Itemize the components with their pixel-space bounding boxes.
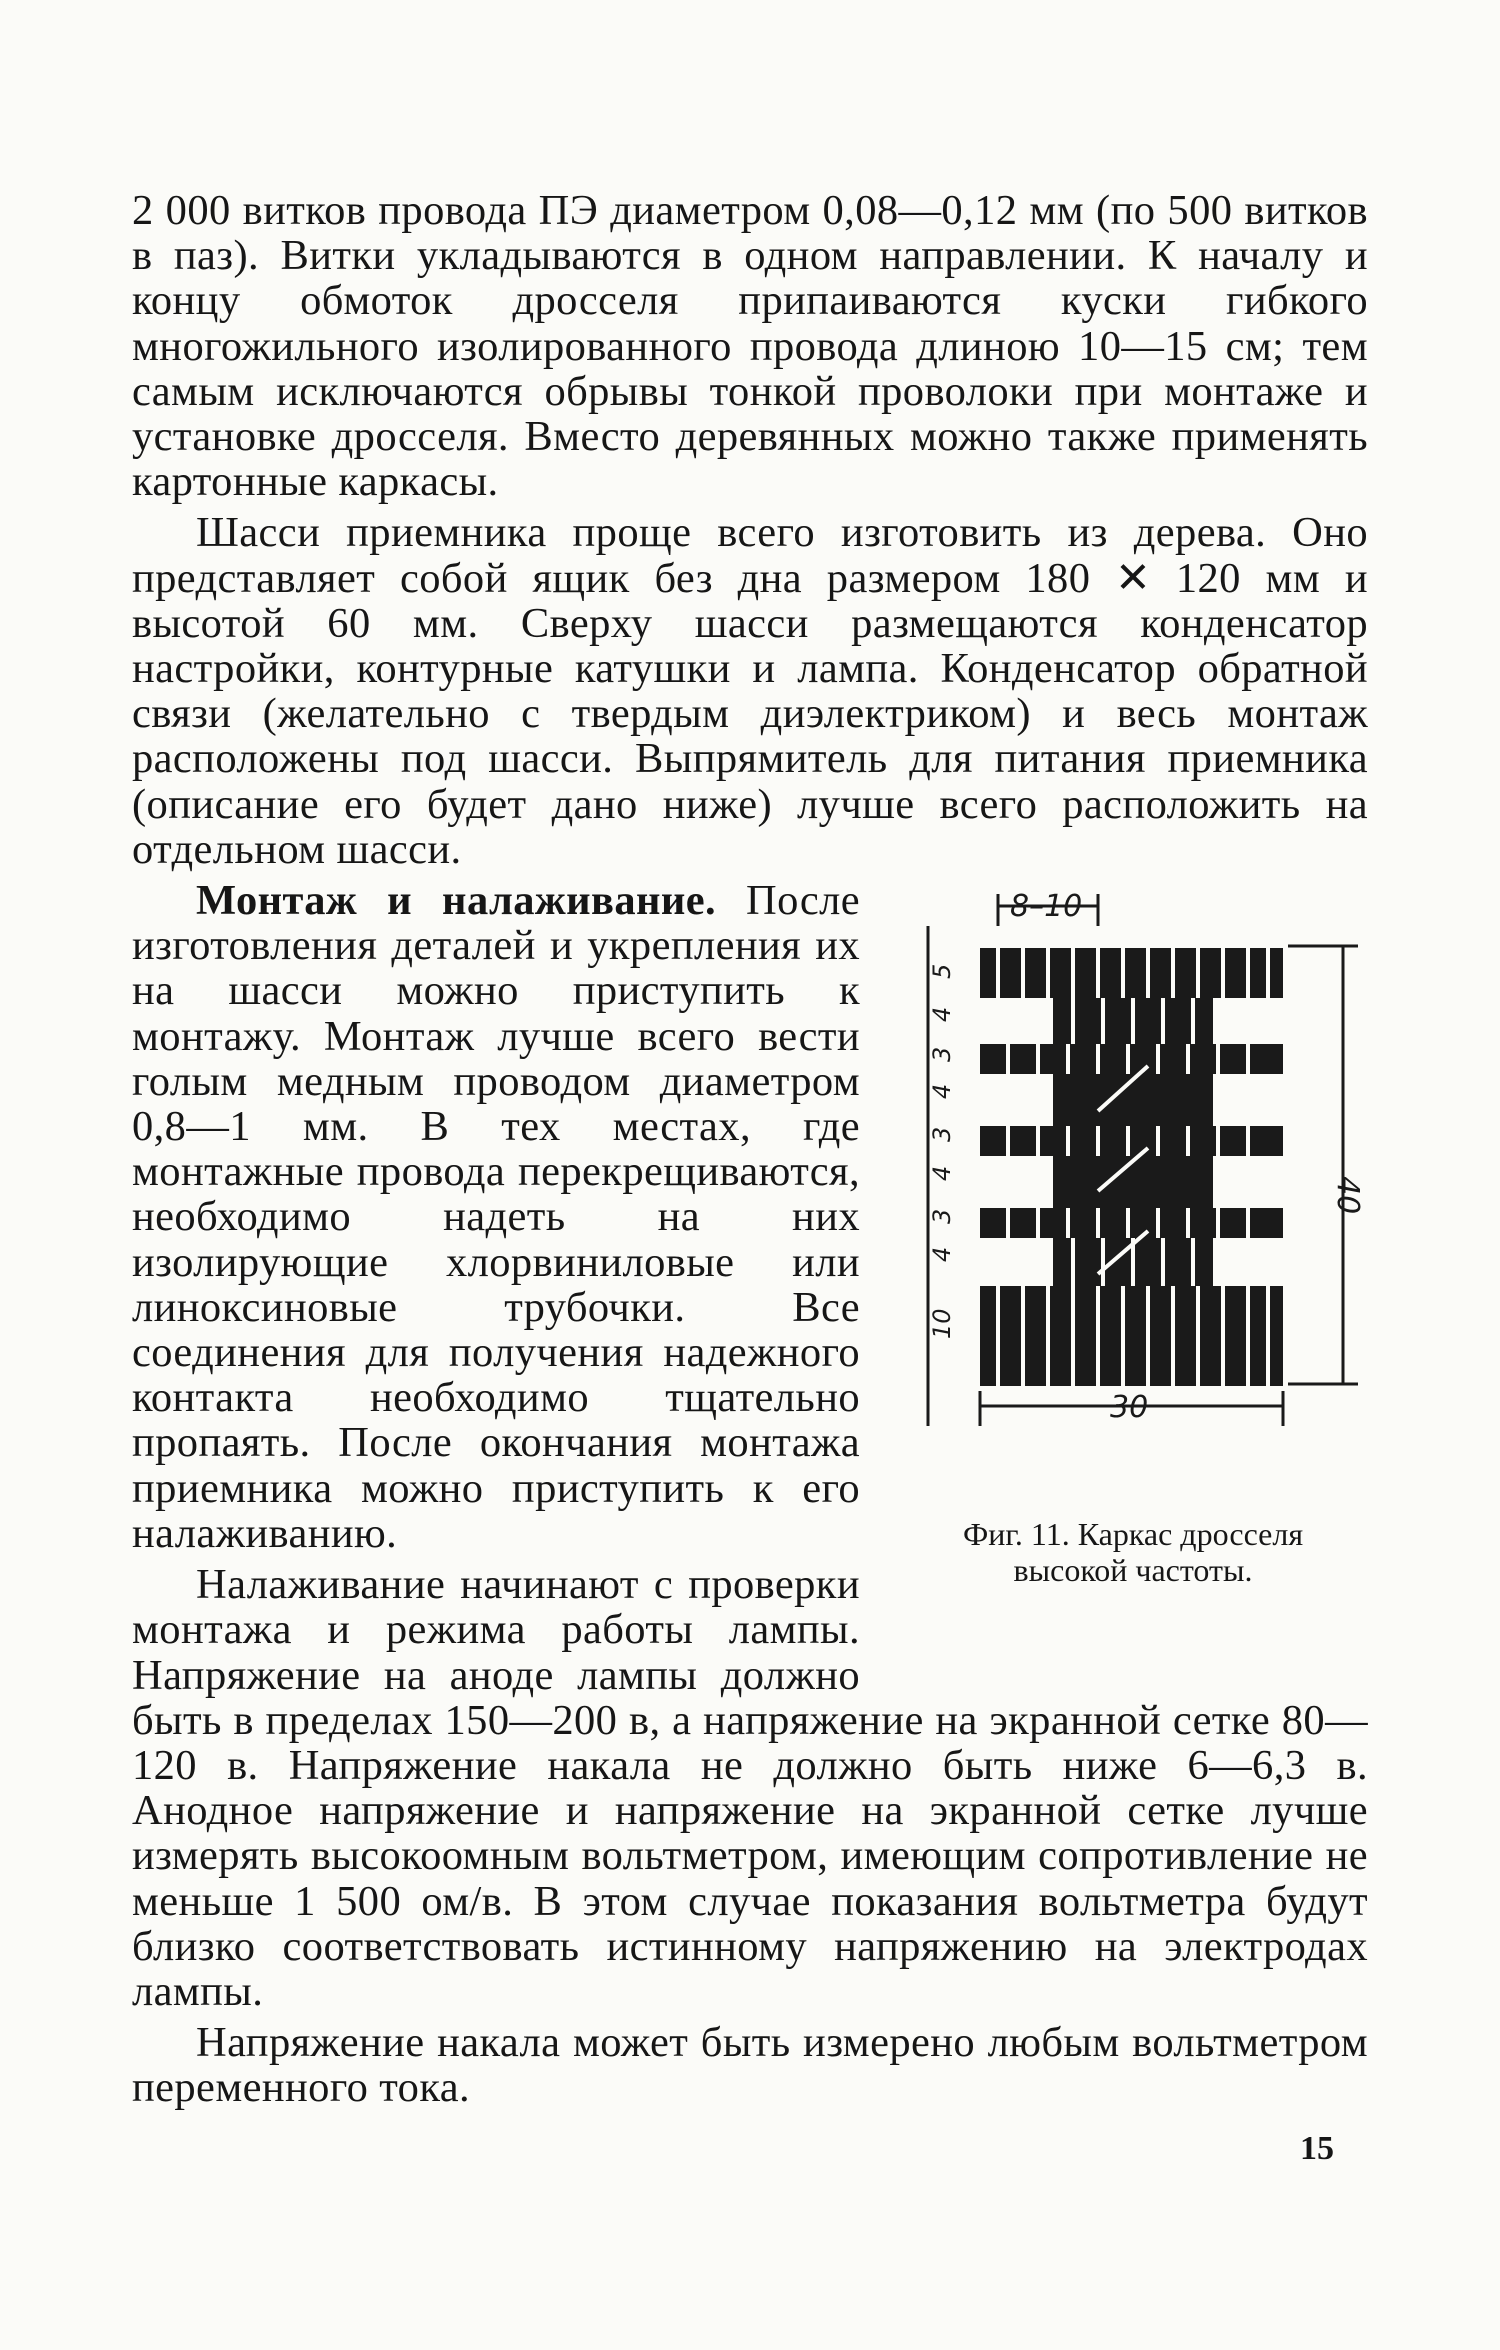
paragraph-4: Налаживание начинают с проверки монтажа и режима работы лампы. Напряжение на аноде лампы должно быть в пределах 150—200 в, а напряжение на экранной сетке 80—120 в. Напряжение накала не должно быть ниже 6—6,3 в. Анодное напряжение и напряжение на экранной сетке лучше измерять высокоомным вольтметром, имеющим сопротивление не меньше 1 500 ом/в. В этом случае показания вольтметра будут близко соответствовать истинному напряжению на электродах лампы. — [132, 1561, 1368, 2015]
flange-3 — [980, 1126, 1283, 1156]
side-dimension-labels — [928, 964, 956, 1339]
flange-4 — [980, 1208, 1283, 1238]
paragraph-2 — [132, 510, 1368, 872]
side-dim-label: 4 — [928, 1083, 956, 1100]
caption-line-1: Фиг. 11. Каркас дросселя — [962, 1516, 1304, 1553]
dim-width-label: 30 — [1110, 1390, 1149, 1426]
flange-base — [980, 1286, 1283, 1386]
section-heading: Монтаж и налаживание. — [196, 877, 717, 925]
paragraph-2-part-a: Шасси приемника проще всего изготовить из дерева. Оно представляет собой ящик без дна размером 180 ✕ 120 мм и высотой 60 мм. Сверху шасси размещаются конденсатор настройки, контурные катушки и лампа. Конденсатор обратной связи (желательно с твердым диэлектриком) и весь монтаж расположены под шасси. Выпрямитель для питания приемника (описание его будет дано ниже) лучше всего расположить на отдельном шасси. — [132, 509, 1368, 873]
side-dim-label: 5 — [928, 963, 956, 980]
figure-caption — [898, 1516, 1368, 1588]
side-dim-label: 3 — [928, 1208, 956, 1225]
side-dim-label: 4 — [928, 1165, 956, 1182]
flange-2 — [980, 1044, 1283, 1074]
caption-line-2: высокой частоты. — [1013, 1552, 1253, 1589]
paragraph-5: Напряжение накала может быть измерено любым вольтметром переменного тока. — [132, 2019, 1368, 2112]
choke-frame-drawing — [898, 886, 1368, 1506]
flange-1 — [980, 948, 1283, 998]
side-dim-label: 3 — [928, 1126, 956, 1143]
page-number: 15 — [1300, 2130, 1334, 2167]
paragraph-1: 2 000 витков провода ПЭ диаметром 0,08—0,12 мм (по 500 витков в паз). Витки укладываются в одном направлении. К началу и концу обмоток дросселя припаиваются куски гибкого многожильного изолированного провода длиною 10—15 см; тем самым исключаются обрывы тонкой проволоки при монтаже и установке дросселя. Вместо деревянных можно также применять картонные каркасы. — [132, 187, 1368, 506]
slot-3 — [1053, 1156, 1213, 1208]
paragraph-3-body: После изготовления деталей и укрепления их на шасси можно приступить к монтажу. Монтаж лучше всего вести голым медным проводом диаметром 0,8—1 мм. В тех местах, где монтажные провода перекрещиваются, необходимо надеть на них изолирующие хлорвиниловые или линоксиновые трубочки. Все соединения для получения надежного контакта необходимо тщательно пропаять. После окончания монтажа приемника можно приступить к его налаживанию. — [132, 877, 860, 1557]
side-dim-label: 4 — [928, 1006, 956, 1023]
side-dim-label: 3 — [928, 1046, 956, 1063]
page-content — [132, 188, 1368, 2111]
dim-height-label: 40 — [1330, 1176, 1365, 1215]
side-dim-label: 10 — [928, 1308, 956, 1340]
dim-top-label: 8–10 — [1010, 889, 1083, 925]
figure-11 — [898, 886, 1368, 1652]
side-dim-label: 4 — [928, 1246, 956, 1263]
